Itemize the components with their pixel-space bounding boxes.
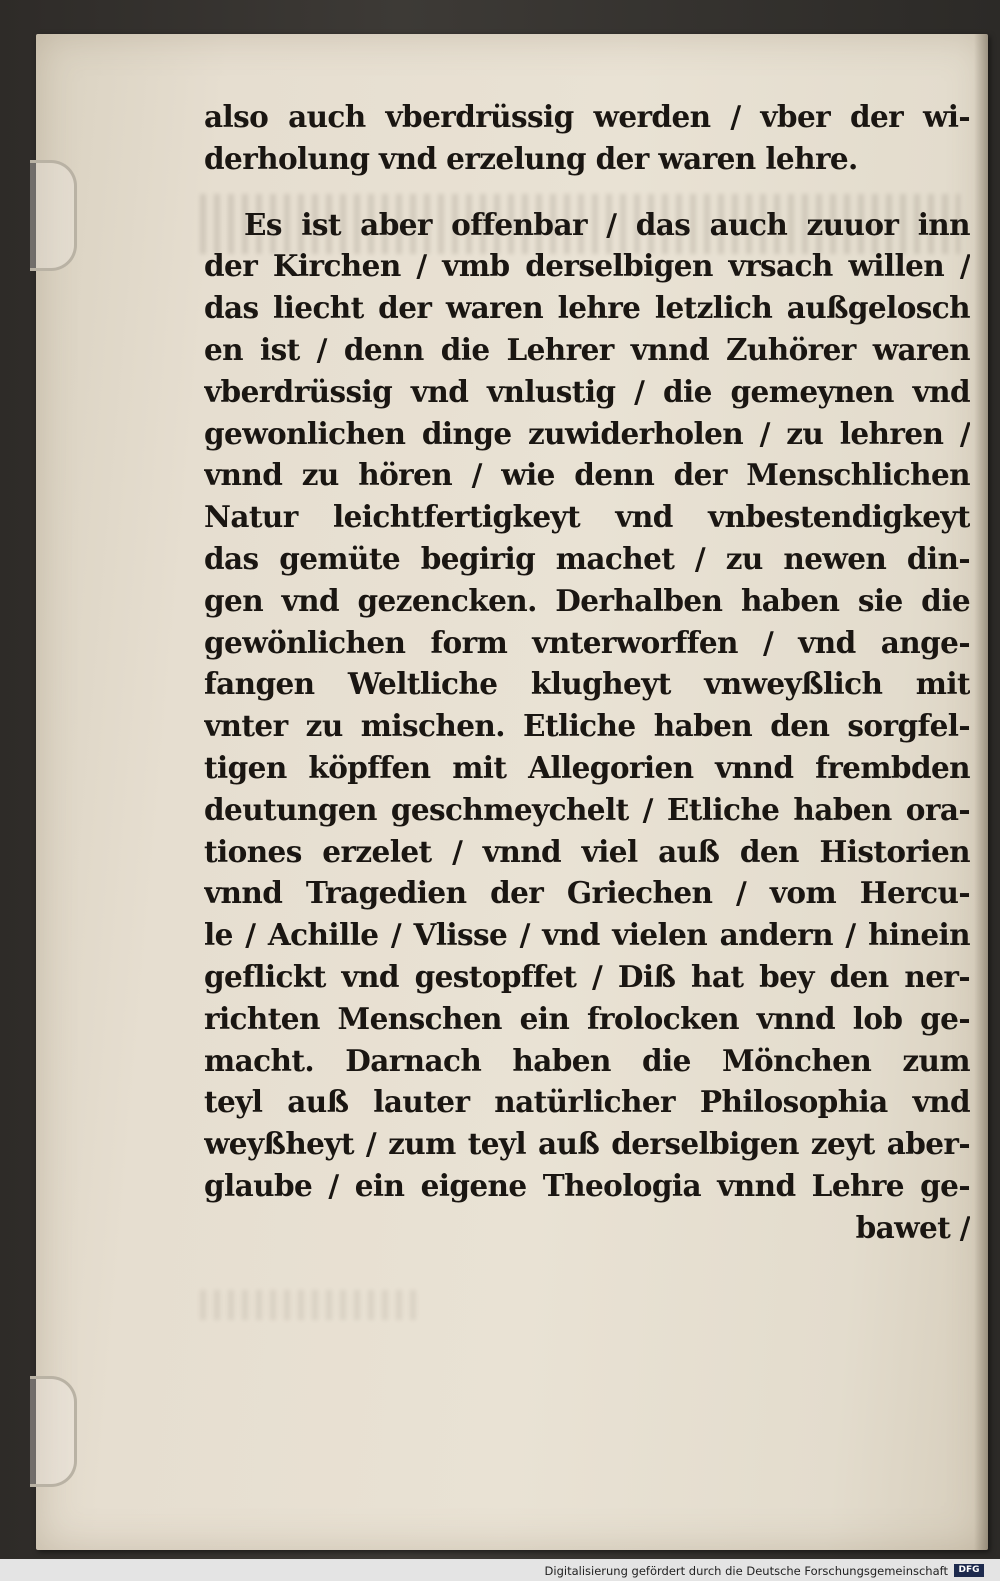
show-through-text (200, 1290, 420, 1320)
text-line: vnnd zu hören / wie denn der Menschlichen (204, 457, 970, 493)
page-text (204, 96, 970, 1249)
text-line: Es ist aber offenbar / das auch zuuor inn (244, 206, 970, 242)
text-line: also auch vberdrüssig werden / vber der wi- (204, 99, 970, 134)
text-line: vberdrüssig vnd vnlustig / die gemeynen vnd (204, 373, 970, 409)
text-line: en ist / denn die Lehrer vnnd Zuhörer waren (204, 331, 970, 367)
text-line: das liecht der waren lehre letzlich außgelosch (204, 290, 970, 326)
text-line: geflickt vnd gestopffet / Diß hat bey den ner- (204, 958, 970, 994)
text-line: Natur leichtfertigkeyt vnd vnbestendigkeyt (204, 499, 970, 535)
text-line: gen vnd gezencken. Derhalben haben sie die (204, 582, 970, 618)
text-line: teyl auß lauter natürlicher Philosophia vnd (204, 1084, 970, 1120)
text-line: gewönlichen form vnterworffen / vnd ange- (204, 624, 970, 660)
dfg-logo-icon: DFG (954, 1564, 984, 1577)
text-line: tiones erzelet / vnnd viel auß den Historien (204, 833, 970, 869)
page-clip-bottom (30, 1376, 77, 1487)
text-line: weyßheyt / zum teyl auß derselbigen zeyt aber- (204, 1126, 970, 1162)
text-line: le / Achille / Vlisse / vnd vielen andern / hinein (204, 917, 970, 953)
text-line: vnnd Tragedien der Griechen / vom Hercu- (204, 875, 970, 911)
text-line: deutungen geschmeychelt / Etliche haben ora- (204, 791, 970, 827)
catchword: bawet / (855, 1209, 970, 1245)
page-clip-top (30, 160, 77, 271)
text-line: fangen Weltliche klugheyt vnweyßlich mit (204, 666, 970, 702)
text-line: macht. Darnach haben die Mönchen zum (204, 1042, 970, 1078)
text-line: vnter zu mischen. Etliche haben den sorgfel- (204, 708, 970, 744)
text-line: glaube / ein eigene Theologia vnnd Lehre ge- (204, 1167, 970, 1203)
text-line: das gemüte begirig machet / zu newen din- (204, 540, 970, 576)
text-line: tigen köpffen mit Allegorien vnnd frembden (204, 749, 970, 785)
funding-credit: Digitalisierung gefördert durch die Deutsche Forschungsgemeinschaft (544, 1564, 948, 1578)
text-line: der Kirchen / vmb derselbigen vrsach willen / (204, 248, 970, 284)
text-line: derholung vnd erzelung der waren lehre. (204, 140, 858, 176)
footer-bar (0, 1559, 1000, 1581)
text-line: richten Menschen ein frolocken vnnd lob ge- (204, 1000, 970, 1036)
text-line: gewonlichen dinge zuwiderholen / zu lehren / (204, 415, 970, 451)
